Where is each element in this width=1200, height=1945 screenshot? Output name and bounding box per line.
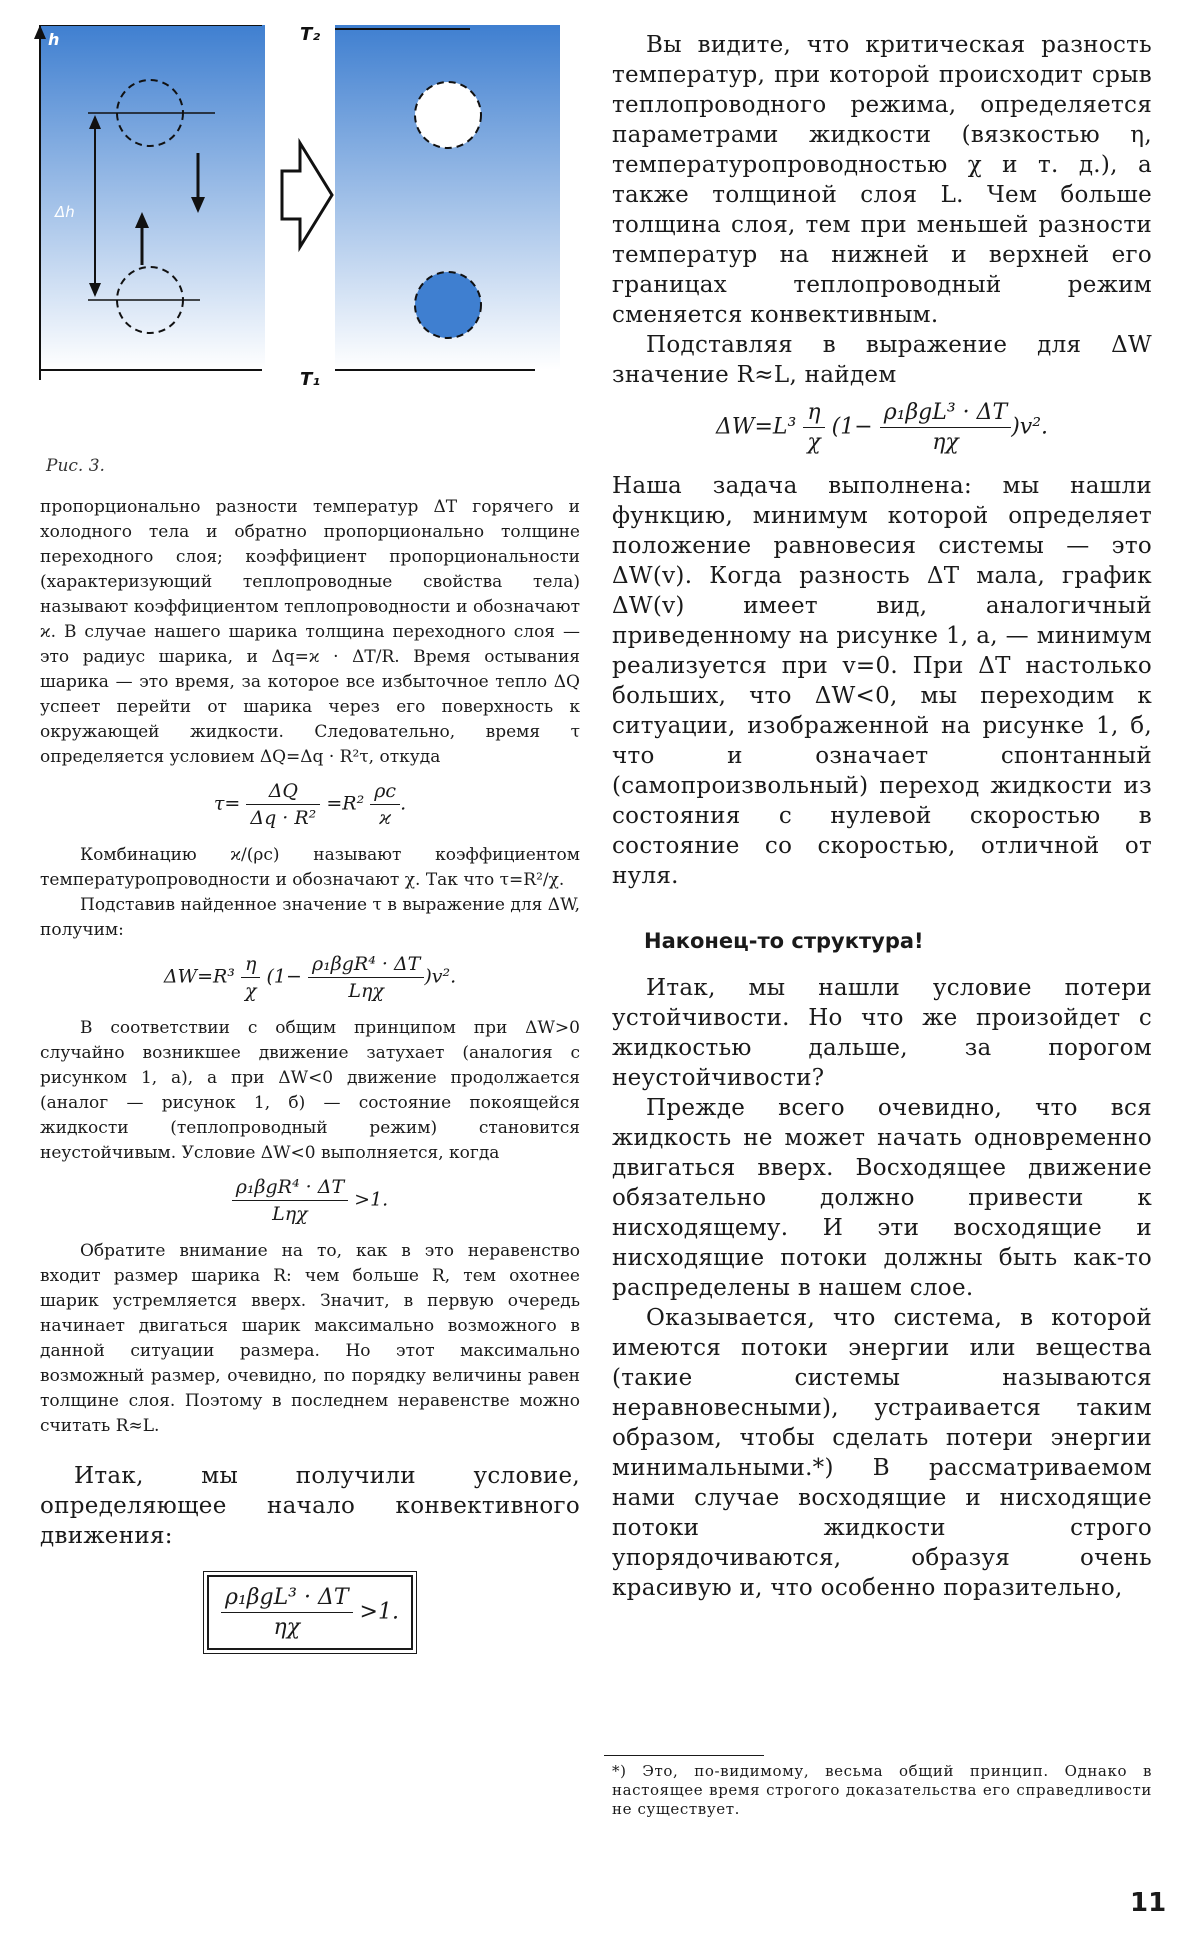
cold-bubble bbox=[415, 82, 481, 148]
right-paragraph-2: Подставляя в выражение для ΔW значение R≈L, найдем bbox=[612, 332, 1152, 388]
figure-3 bbox=[30, 25, 590, 425]
footnote: *) Это, по-видимому, весьма общий принцип. Однако в настоящее время строгого доказательства его справедливости не существует. bbox=[612, 1762, 1152, 1818]
right-paragraph-4: Итак, мы нашли условие потери устойчивости. Но что же произойдет с жидкостью дальше, за порогом неустойчивости? bbox=[612, 975, 1152, 1091]
right-paragraph-3: Наша задача выполнена: мы нашли функцию, минимум которой определяет положение равновесия системы — это ΔW(v). Когда разность ΔT мала, график ΔW(v) имеет вид, аналогичный приведенному на рисунке 1, а, — минимум реализуется при v=0. При ΔT настолько больших, что ΔW<0, мы переходим к ситуации, изображенной на рисунке 1, б, что и означает спонтанный (самопроизвольный) переход жидкости из состояния с нулевой скоростью в состояние со скоростью, отличной от нуля. bbox=[612, 473, 1152, 889]
label-t1: T₁ bbox=[300, 369, 321, 390]
transition-arrow-icon bbox=[282, 143, 332, 247]
hot-bubble bbox=[415, 272, 481, 338]
formula-delta-w-r: ΔW=R³ $\frac{\eta}{\chi}$ (1− $\frac{\text{ρ₁βgR⁴ · ΔT}}{\text{Lηχ}}$ )v². bbox=[163, 953, 457, 1002]
left-paragraph-2: Комбинацию ϰ/(ρc) называют коэффициентом температуропроводности и обозначают χ. Так что τ=R²/χ. bbox=[40, 845, 580, 890]
right-paragraph-6: Оказывается, что система, в которой имеются потоки энергии или вещества (такие системы называются неравновесными), устраивается таким образом, чтобы сделать потери энергии минимальными.*) В рассматриваемом нами случае восходящие и нисходящие потоки жидкости строго упорядочиваются, образуя очень красивую и, что особенно поразительно, bbox=[612, 1305, 1152, 1601]
footnote-rule bbox=[604, 1755, 764, 1756]
right-paragraph-1: Вы видите, что критическая разность температур, при которой происходит срыв теплопроводного режима, определяется параметрами жидкости (вязкостью η, температуропроводностью χ и т. д.), а также толщиной слоя L. Чем больше толщина слоя, тем при меньшей разности температур на нижней и верхней его границах теплопроводный режим сменяется конвективным. bbox=[612, 32, 1152, 328]
formula-instability-r: $\frac{\text{ρ₁βgR⁴ · ΔT}}{\text{Lηχ}}$ >1. bbox=[40, 1176, 580, 1225]
formula-delta-w-l: ΔW=L³ $\frac{\eta}{\chi}$ (1− $\frac{\text{ρ₁βgL³ · ΔT}}{\eta\chi}$ )v². bbox=[715, 400, 1049, 455]
page-number: 11 bbox=[1130, 1888, 1167, 1918]
label-dh: Δh bbox=[55, 203, 75, 221]
right-column bbox=[612, 30, 1152, 1603]
left-paragraph-4: В соответствии с общим принципом при ΔW>0 случайно возникшее движение затухает (аналогия с рисунком 1, а), а при ΔW<0 движение продолжается (аналог — рисунок 1, б) — состояние покоящейся жидкости (теплопроводный режим) становится неустойчивым. Условие ΔW<0 выполняется, когда bbox=[40, 1018, 580, 1163]
left-paragraph-1: пропорционально разности температур ΔT горячего и холодного тела и обратно пропорционально толщине переходного слоя; коэффициент пропорциональности (характеризующий теплопроводные свойства тела) называют коэффициентом теплопроводности и обозначают ϰ. В случае нашего шарика толщина переходного слоя — это радиус шарика, и Δq=ϰ · ΔT/R. Время остывания шарика — это время, за которое все избыточное тепло ΔQ успеет перейти от шарика через его поверхность к окружающей жидкости. Следовательно, время τ определяется условием ΔQ=Δq · R²τ, откуда bbox=[40, 497, 580, 767]
left-paragraph-6: Итак, мы получили условие, определяющее начало конвективного движения: bbox=[40, 1463, 580, 1549]
label-t2: T₂ bbox=[300, 25, 321, 45]
section-heading: Наконец-то структура! bbox=[644, 929, 924, 953]
formula-tau: τ= $\frac{\Delta Q}{\text{Δq · R²}}$ =R² $\frac{\rho c}{ϰ}$ . bbox=[213, 780, 407, 829]
formula-convection-onset: $\frac{\text{ρ₁βgL³ · ΔT}}{\eta\chi}$ >1. bbox=[40, 1571, 580, 1654]
left-column bbox=[40, 495, 580, 1670]
left-paragraph-5: Обратите внимание на то, как в это неравенство входит размер шарика R: чем больше R, тем охотнее шарик устремляется вверх. Значит, в первую очередь начинает двигаться шарик максимально возможного в данной ситуации размера. Но этот максимально возможный размер, очевидно, по порядку величины равен толщине слоя. Поэтому в последнем неравенстве можно считать R≈L. bbox=[40, 1241, 580, 1436]
label-h: h bbox=[48, 30, 60, 49]
figure-caption: Рис. 3. bbox=[46, 456, 105, 476]
right-paragraph-5: Прежде всего очевидно, что вся жидкость не может начать одновременно двигаться вверх. Восходящее движение обязательно должно привести к нисходящему. И эти восходящие и нисходящие потоки должны быть как-то распределены в нашем слое. bbox=[612, 1095, 1152, 1301]
left-paragraph-3: Подставив найденное значение τ в выражение для ΔW, получим: bbox=[40, 895, 580, 940]
left-panel bbox=[40, 25, 265, 370]
convection-diagram bbox=[30, 25, 590, 425]
